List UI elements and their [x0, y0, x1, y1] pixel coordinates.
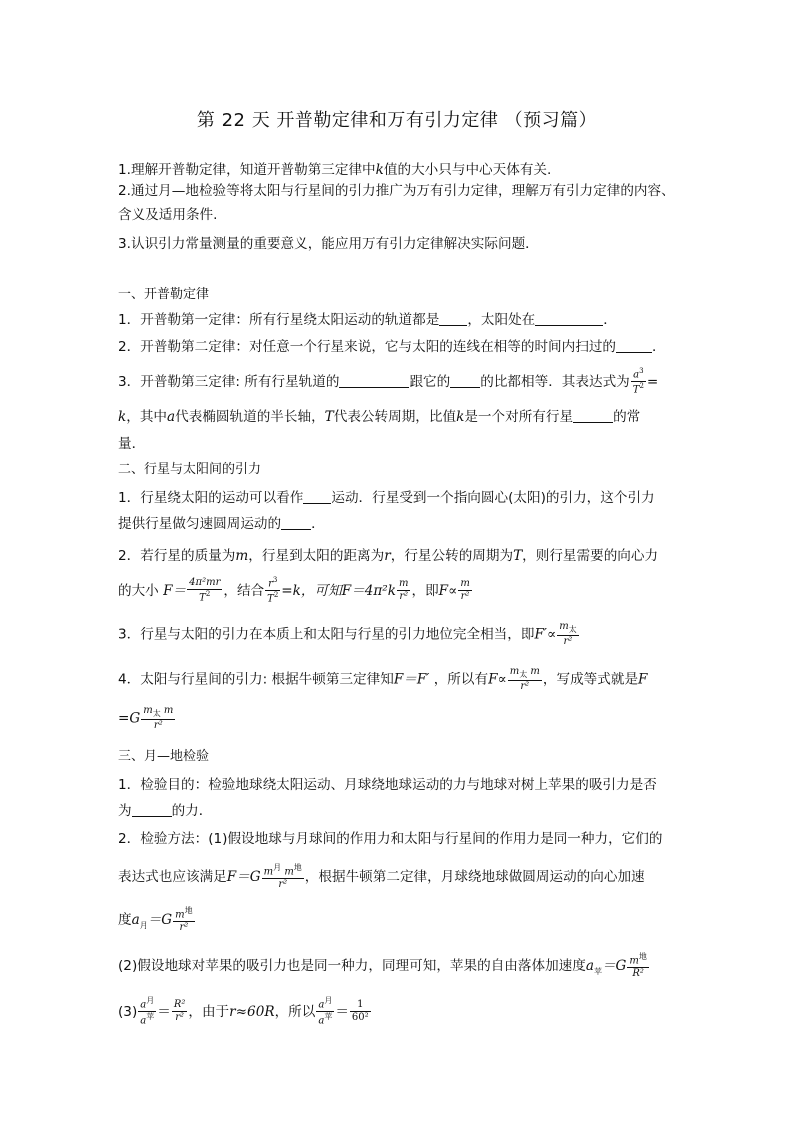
f-a: a: [318, 1015, 325, 1027]
s3-p1b: 为: [118, 803, 132, 819]
s1-l3c: 的比都相等．其表达式为: [480, 373, 630, 390]
fraction-a3-T2: [631, 368, 646, 396]
fraction-myue-mdi-r2: [262, 864, 304, 890]
fraction-mdi-R2: [627, 953, 648, 979]
var-k: k: [118, 409, 127, 425]
f-di-sub: 地: [184, 906, 193, 915]
s2-line-5: [118, 622, 580, 647]
f-m-di: m: [284, 866, 294, 878]
s2-p2g: ，则行星需要的向心力: [522, 548, 659, 564]
s3-line-2: [118, 801, 212, 821]
f-yue-sub: 月: [139, 920, 148, 930]
s3-p2b: 表达式也应该满足: [118, 869, 227, 886]
f-R2: R²: [632, 968, 644, 980]
f-T-exp: 2: [205, 590, 211, 599]
objective-3: 3.认识引力常量测量的重要意义，能应用万有引力定律解决实际问题．: [118, 236, 539, 252]
objective-1-text: 1.理解开普勒定律，知道开普勒第三定律中: [118, 162, 376, 178]
fraction-msun-r2: [557, 622, 578, 647]
f-a: a: [633, 369, 640, 381]
f-r2: r²: [278, 879, 288, 891]
s2-p1d: ．: [311, 516, 325, 532]
s2-p1c: 提供行星做匀速圆周运动的: [118, 516, 282, 532]
var-a: a: [167, 409, 176, 425]
f-sun-sub: 太: [568, 625, 577, 634]
objective-1: [118, 160, 551, 180]
section-2-heading: 二、行星与太阳间的引力: [118, 462, 262, 477]
s2-p2j: =k，可知: [281, 582, 342, 599]
s1-line-5: 量．: [118, 436, 146, 452]
f-r: r: [268, 578, 273, 590]
s1-l1a: 1．开普勒第一定律：所有行星绕太阳运动的轨道都是: [118, 312, 440, 328]
s2-p2e: ，行星公转的周期为: [390, 548, 514, 564]
var-m: m: [235, 548, 249, 564]
fraction-mdi-r2: [173, 907, 194, 933]
s3-p2c: ，根据牛顿第二定律，月球绕地球做圆周运动的向心加速: [304, 869, 645, 886]
s3-p4b: ，由于: [188, 1003, 230, 1020]
s1-l2a: 2．开普勒第二定律：对任意一个行星来说，它与太阳的连线在相等的时间内扫过的: [118, 339, 617, 355]
f-F-Fp: F＝F′: [393, 671, 430, 688]
fraction-ayue-aping-b: [316, 997, 334, 1027]
s3-line-4: [118, 864, 645, 890]
s2-line-4: [118, 577, 473, 605]
s2-p1b: 运动．行星受到一个指向圆心(太阳)的引力，这个引力: [331, 490, 655, 506]
fraction-4pi2mr-T2: [187, 578, 222, 603]
s3-p4c: ，所以: [274, 1003, 316, 1020]
f-a: a: [140, 999, 147, 1011]
f-di-sub: 地: [638, 952, 647, 961]
var-F: F: [638, 671, 648, 688]
s1-l4f: 代表公转周期，比值: [333, 409, 457, 425]
f-T-exp: 2: [639, 382, 644, 391]
f-r2: r²: [399, 591, 409, 603]
f-a-exp: 3: [639, 367, 644, 375]
f-a: a: [318, 999, 325, 1011]
f-Fp-prop: F′∝: [534, 626, 557, 643]
var-r: r: [384, 548, 391, 564]
f-m-di: m: [629, 955, 639, 967]
s3-line-6: [118, 953, 650, 982]
f-F-prop: F∝: [438, 582, 458, 599]
page-title: 第 22 天 开普勒定律和万有引力定律 （预习篇）: [196, 110, 598, 131]
f-eq-G: =G: [118, 710, 141, 727]
s1-line-4: [118, 407, 640, 427]
f-r2: r²: [175, 1012, 184, 1024]
objective-2b: 含义及适用条件.: [118, 207, 218, 223]
f-a: a: [131, 912, 140, 929]
s3-line-3: 2．检验方法：(1)假设地球与月球间的作用力和太阳与行星间的作用力是同一种力，它们的: [118, 831, 663, 847]
s1-l2b: ．: [652, 339, 666, 355]
s2-p1a: 1．行星绕太阳的运动可以看作: [118, 490, 304, 506]
f-eq-G: ＝G: [147, 912, 173, 929]
f-m: m: [460, 578, 470, 590]
blank: [339, 373, 409, 388]
f-r2: r²: [563, 636, 573, 647]
s1-line-1: [118, 310, 617, 330]
s2-p4c: ，写成等式就是: [542, 671, 639, 688]
s1-l3a: 3．开普勒第三定律: 所有行星轨道的: [118, 373, 340, 390]
f-r-approx: r≈60R: [229, 1003, 275, 1020]
f-di-sub: 地: [293, 863, 302, 872]
f-F-eq2: F＝4π²k: [341, 582, 396, 599]
f-sixty2: 60²: [351, 1012, 369, 1024]
f-m: m: [399, 578, 409, 590]
var-T: T: [513, 548, 523, 564]
s1-l1b: ，太阳处在: [467, 312, 536, 328]
s2-p2a: 2．若行星的质量为: [118, 548, 236, 564]
s1-l1c: ．: [603, 312, 617, 328]
f-ping-sub: 苹: [324, 1012, 333, 1022]
s3-p3: (2)假设地球对苹果的吸引力也是同一种力，同理可知，苹果的自由落体加速度: [118, 958, 586, 975]
blank: [303, 489, 331, 504]
fraction-1-602: [350, 1000, 371, 1023]
f-F-eq: F＝: [163, 582, 187, 599]
f-sun-sub: 太: [519, 670, 528, 679]
fraction-r3-T2: [265, 577, 280, 605]
f-T: T: [199, 592, 206, 604]
f-yue-sub: 月: [146, 996, 155, 1005]
objective-1-var: k: [375, 162, 384, 178]
s2-p4a: 4．太阳与行星间的引力: 根据牛顿第三定律知: [118, 671, 394, 688]
s2-p2i: ，结合: [223, 582, 265, 599]
s1-l3b: 跟它的: [409, 373, 451, 390]
fraction-m-r2-b: [458, 579, 471, 602]
s2-p2h: 的大小: [118, 582, 159, 599]
f-m: m: [509, 666, 520, 677]
f-F-G: F＝G: [226, 869, 261, 886]
s1-l3d: =: [646, 373, 659, 390]
blank: [616, 338, 652, 353]
f-a: a: [140, 1015, 147, 1027]
var-T: T: [324, 409, 334, 425]
f-m: m: [559, 621, 569, 632]
f-ping-sub: 苹: [146, 1012, 155, 1022]
s1-l4b: ，其中: [126, 409, 168, 425]
s2-p3a: 3．行星与太阳的引力在本质上和太阳与行星的引力地位完全相当，即: [118, 626, 535, 643]
blank: [132, 802, 172, 817]
s2-line-3: [118, 546, 658, 566]
s2-p2c: ，行星到太阳的距离为: [248, 548, 385, 564]
f-r2: r²: [179, 922, 189, 934]
var-k2: k: [456, 409, 465, 425]
objective-2a: 2.通过月—地检验等将太阳与行星间的引力推广为万有引力定律，理解万有引力定律的内容、: [118, 183, 675, 199]
f-r2: r²: [153, 720, 163, 731]
s1-l4i: 的常: [613, 409, 641, 425]
f-a: a: [585, 958, 594, 975]
f-eq-G: ＝G: [601, 958, 627, 975]
s2-line-1: [118, 488, 655, 508]
s2-p2k: ，即: [411, 582, 439, 599]
objective-1-end: 值的大小只与中心天体有关.: [383, 162, 552, 178]
f-sun-sub: 太: [152, 709, 161, 718]
f-m-di: m: [175, 909, 185, 921]
s2-line-2: [118, 514, 325, 534]
fraction-msun-m-r2-c: [141, 706, 175, 731]
f-r2: r²: [460, 591, 470, 603]
section-1-heading: 一、开普勒定律: [118, 287, 210, 302]
blank: [535, 311, 603, 326]
f-R2: R²: [173, 999, 186, 1011]
f-r2: r²: [520, 681, 530, 692]
f-m2: m: [163, 705, 174, 716]
f-one: 1: [350, 1000, 371, 1012]
blank: [450, 373, 480, 388]
f-T-exp: 2: [273, 591, 279, 600]
f-m2: m: [530, 666, 540, 677]
s1-l4h: 是一个对所有行星: [464, 409, 574, 425]
s3-p4a: (3): [118, 1003, 138, 1020]
s3-line-7: (3) $a^月$ $a^苹$ ＝ $\frac{\text{R²}}{\text{r²}}$ ，由于r≈60R，所以 $a^月$ $a^苹$ ＝ $\frac{1}{\text{60²}}$: [118, 996, 369, 1027]
s3-line-5: [118, 907, 196, 936]
s1-line-2: [118, 337, 666, 357]
f-num: 4π²mr: [189, 577, 221, 589]
s3-line-1: 1．检验目的：检验地球绕太阳运动、月球绕地球运动的力与地球对树上苹果的吸引力是否: [118, 777, 657, 793]
f-T: T: [267, 593, 274, 605]
f-yue-sub: 月: [324, 996, 333, 1005]
fraction-R2-r2: [172, 1000, 188, 1023]
f-m-yue: m: [263, 866, 274, 878]
s3-p2d: 度: [118, 912, 132, 929]
f-m: m: [143, 705, 153, 716]
f-T: T: [632, 384, 640, 396]
s2-p4b: ，所以有: [433, 671, 489, 688]
f-ping-sub: 苹: [593, 966, 602, 976]
f-F-prop: F∝: [488, 671, 507, 688]
fraction-msun-m-r2: [508, 667, 542, 692]
f-yue-sub: 月: [273, 863, 282, 872]
s2-line-6: [118, 667, 647, 692]
blank: [573, 408, 613, 423]
section-3-heading: 三、月—地检验: [118, 749, 210, 764]
s1-l4d: 代表椭圆轨道的半长轴，: [175, 409, 325, 425]
s1-line-3: [118, 368, 658, 396]
blank: [281, 515, 311, 530]
blank: [439, 311, 467, 326]
f-r-exp: 3: [272, 576, 278, 584]
fraction-m-r2: [397, 579, 410, 602]
fraction-ayue-aping: [138, 997, 156, 1027]
s2-line-7: [118, 706, 176, 731]
s3-p1c: 的力．: [171, 803, 213, 819]
